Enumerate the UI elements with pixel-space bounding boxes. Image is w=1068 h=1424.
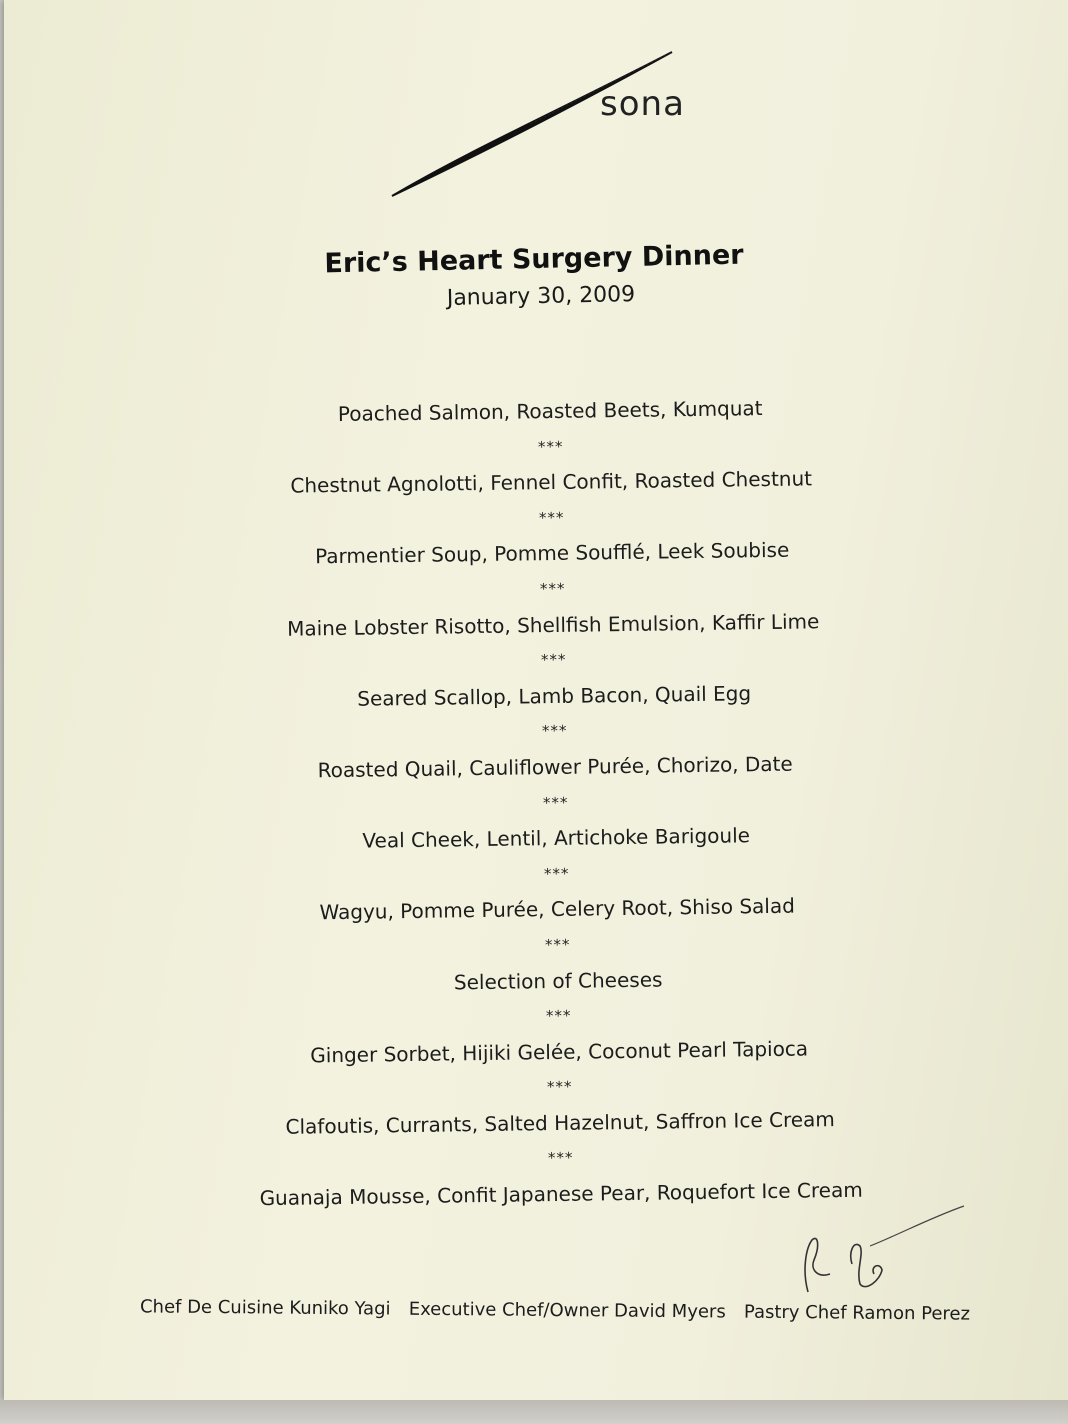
course-separator: *** — [541, 722, 568, 741]
course-item: Maine Lobster Risotto, Shellfish Emulsion, Kaffir Lime — [286, 608, 820, 641]
course-item: Clafoutis, Currants, Salted Hazelnut, Saffron Ice Cream — [285, 1106, 835, 1139]
course-separator: *** — [544, 935, 571, 955]
course-item: Roasted Quail, Cauliflower Purée, Chorizo, Date — [317, 751, 793, 783]
course-item: Ginger Sorbet, Hijiki Gelée, Coconut Pearl Tapioca — [310, 1036, 809, 1068]
course-separator: *** — [537, 437, 564, 456]
pastry-chef-credit: Pastry Chef Ramon Perez — [743, 1301, 971, 1325]
course-list — [0, 386, 1068, 1220]
course-item: Chestnut Agnolotti, Fennel Confit, Roasted Chestnut — [290, 466, 813, 498]
course-item: Wagyu, Pomme Purée, Celery Root, Shiso Salad — [319, 893, 796, 925]
page-title: Eric’s Heart Surgery Dinner — [324, 239, 744, 280]
course-item: Selection of Cheeses — [453, 966, 663, 994]
course-item: Seared Scallop, Lamb Bacon, Quail Egg — [357, 680, 752, 711]
course-separator: *** — [543, 864, 570, 883]
course-separator: *** — [545, 1006, 572, 1026]
course-item: Poached Salmon, Roasted Beets, Kumquat — [337, 396, 763, 426]
course-separator: *** — [546, 1078, 573, 1097]
signature — [790, 1200, 970, 1300]
event-date: January 30, 2009 — [446, 282, 636, 311]
course-separator: *** — [542, 793, 569, 812]
logo-swoosh-icon — [380, 40, 700, 210]
course-item: Veal Cheek, Lentil, Artichoke Barigoule — [362, 823, 751, 853]
course-separator: *** — [540, 650, 567, 670]
chef-de-cuisine-credit: Chef De Cuisine Kuniko Yagi — [139, 1296, 391, 1320]
course-item: Parmentier Soup, Pomme Soufflé, Leek Soubise — [315, 538, 790, 569]
course-separator: *** — [539, 579, 566, 599]
course-separator: *** — [547, 1149, 574, 1168]
course-item: Guanaja Mousse, Confit Japanese Pear, Roquefort Ice Cream — [259, 1177, 863, 1211]
course-separator: *** — [538, 508, 565, 527]
logo-text: sona — [600, 84, 685, 124]
background-surface — [0, 1400, 1068, 1424]
executive-chef-credit: Executive Chef/Owner David Myers — [408, 1298, 726, 1323]
